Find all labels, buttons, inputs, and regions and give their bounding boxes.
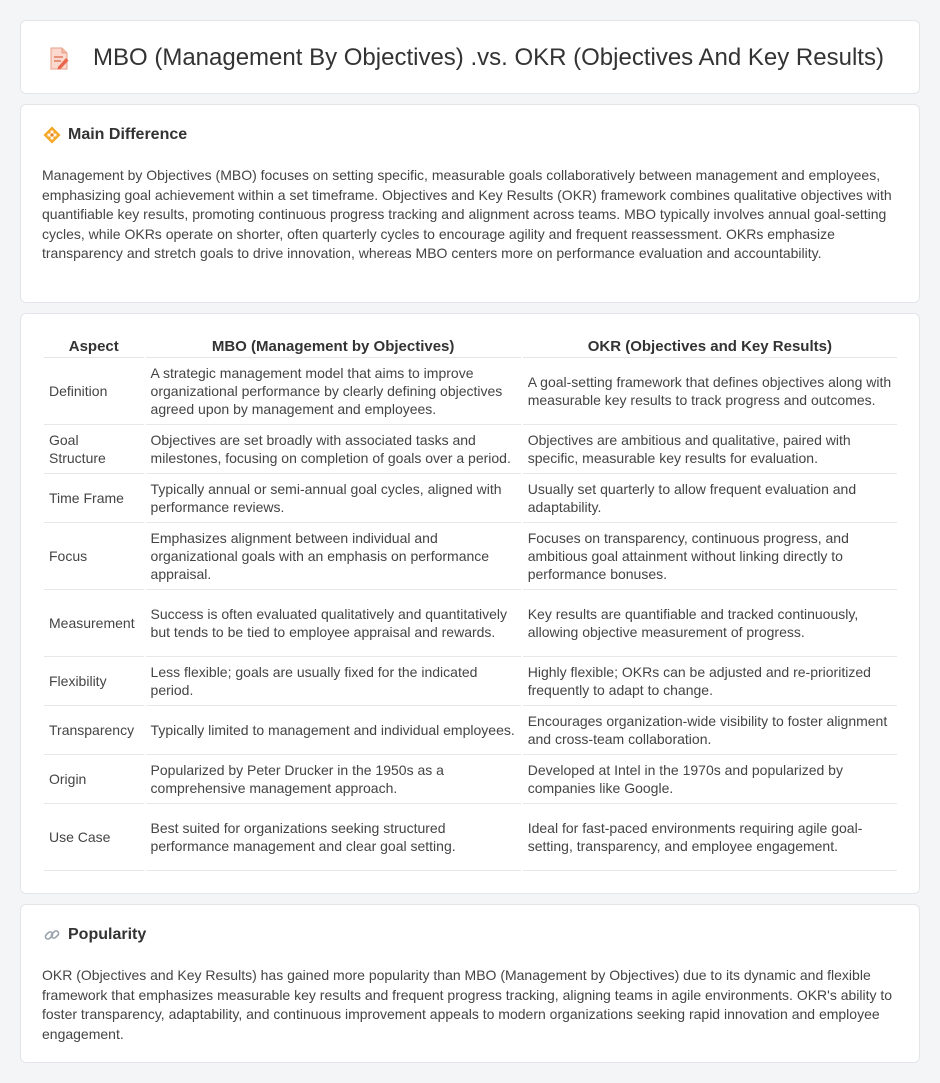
okr-cell: A goal-setting framework that defines objectives along with measurable key results to track progress and outcomes. xyxy=(523,358,897,425)
mbo-cell: Popularized by Peter Drucker in the 1950s as a comprehensive management approach. xyxy=(146,755,521,804)
popularity-text: OKR (Objectives and Key Results) has gained more popularity than MBO (Management by Objectives) due to its dynamic and flexible framework that emphasizes measurable key results and frequent progress tracking, aligning teams in agile environments. OKR's ability to foster transparency, adaptability, and continuous improvement appeals to modern organizations seeking rapid innovation and employee engagement. xyxy=(42,967,893,1042)
table-row xyxy=(44,474,897,523)
table-row xyxy=(44,804,897,871)
aspect-cell: Origin xyxy=(44,755,144,804)
mbo-cell: Less flexible; goals are usually fixed for the indicated period. xyxy=(146,657,521,706)
table-row xyxy=(44,523,897,590)
comparison-table xyxy=(42,334,899,871)
link-icon xyxy=(43,926,61,944)
document-edit-icon xyxy=(48,46,70,72)
okr-cell: Usually set quarterly to allow frequent evaluation and adaptability. xyxy=(523,474,897,523)
table-row xyxy=(44,706,897,755)
aspect-cell: Definition xyxy=(44,358,144,425)
aspect-cell: Measurement xyxy=(44,590,144,657)
table-row xyxy=(44,657,897,706)
diamond-icon xyxy=(43,126,61,144)
main-difference-card xyxy=(20,104,920,303)
popularity-card xyxy=(20,904,920,1063)
mbo-cell: Typically annual or semi-annual goal cycles, aligned with performance reviews. xyxy=(146,474,521,523)
okr-cell: Encourages organization-wide visibility to foster alignment and cross-team collaboration. xyxy=(523,706,897,755)
mbo-cell: A strategic management model that aims to improve organizational performance by clearly defining objectives agreed upon by management and employees. xyxy=(146,358,521,425)
header-okr: OKR (Objectives and Key Results) xyxy=(523,334,897,358)
aspect-cell: Use Case xyxy=(44,804,144,871)
main-difference-heading xyxy=(43,126,187,144)
aspect-cell: Time Frame xyxy=(44,474,144,523)
header-mbo: MBO (Management by Objectives) xyxy=(146,334,521,358)
main-difference-title: Main Difference xyxy=(68,126,188,143)
aspect-cell: Transparency xyxy=(44,706,144,755)
header-aspect: Aspect xyxy=(44,334,144,358)
mbo-cell: Typically limited to management and individual employees. xyxy=(146,706,521,755)
mbo-cell: Emphasizes alignment between individual and organizational goals with an emphasis on performance appraisal. xyxy=(146,523,521,590)
comparison-card xyxy=(20,313,920,894)
table-row xyxy=(44,755,897,804)
aspect-cell: Goal Structure xyxy=(44,425,144,474)
aspect-cell: Focus xyxy=(44,523,144,590)
table-row xyxy=(44,425,897,474)
okr-cell: Key results are quantifiable and tracked continuously, allowing objective measurement of progress. xyxy=(523,590,897,657)
mbo-cell: Success is often evaluated qualitatively and quantitatively but tends to be tied to employee appraisal and rewards. xyxy=(146,590,521,657)
okr-cell: Ideal for fast-paced environments requiring agile goal-setting, transparency, and employee engagement. xyxy=(523,804,897,871)
table-row xyxy=(44,358,897,425)
okr-cell: Developed at Intel in the 1970s and popularized by companies like Google. xyxy=(523,755,897,804)
okr-cell: Highly flexible; OKRs can be adjusted and re-prioritized frequently to adapt to change. xyxy=(523,657,897,706)
okr-cell: Objectives are ambitious and qualitative, paired with specific, measurable key results for evaluation. xyxy=(523,425,897,474)
popularity-heading xyxy=(43,926,146,944)
aspect-cell: Flexibility xyxy=(44,657,144,706)
page-title: MBO (Management By Objectives) .vs. OKR (Objectives And Key Results) xyxy=(93,44,884,71)
header-card xyxy=(20,20,920,94)
okr-cell: Focuses on transparency, continuous progress, and ambitious goal attainment without linking directly to performance bonuses. xyxy=(523,523,897,590)
main-difference-text: Management by Objectives (MBO) focuses on setting specific, measurable goals collaboratively between management and employees, emphasizing goal achievement within a set timeframe. Objectives and Key Results (OKR) framework combines qualitative objectives with quantifiable key results, promoting continuous progress tracking and alignment across teams. MBO typically involves annual goal-setting cycles, while OKRs operate on shorter, often quarterly cycles to encourage agility and frequent reassessment. OKRs emphasize transparency and stretch goals to drive innovation, whereas MBO centers more on performance evaluation and accountability. xyxy=(42,167,892,261)
table-header-row xyxy=(44,334,897,358)
table-row xyxy=(44,590,897,657)
popularity-title: Popularity xyxy=(68,926,147,943)
mbo-cell: Objectives are set broadly with associated tasks and milestones, focusing on completion of goals over a period. xyxy=(146,425,521,474)
mbo-cell: Best suited for organizations seeking structured performance management and clear goal setting. xyxy=(146,804,521,871)
